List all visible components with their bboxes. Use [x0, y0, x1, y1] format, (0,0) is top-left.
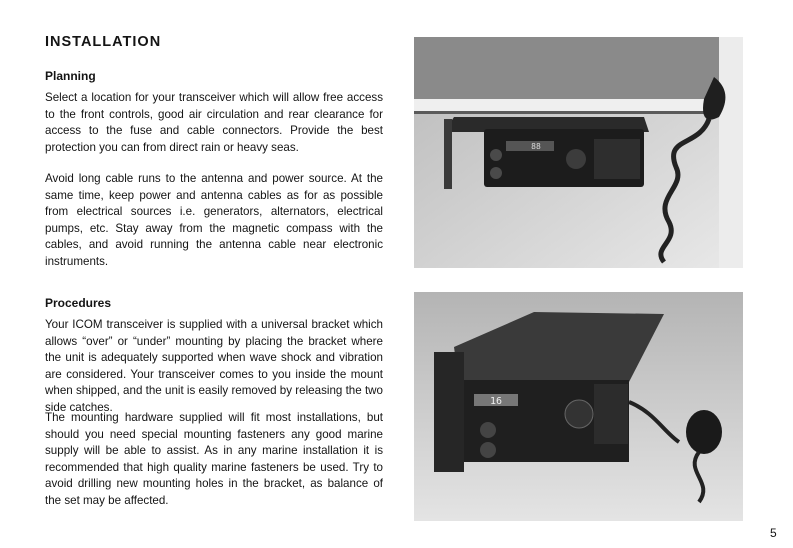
procedures-paragraph-1: Your ICOM transceiver is supplied with a universal bracket which allows “over” or “under” mounting by placing the bracket where the unit is adequately supported when wave shock and vibration are considered. Your transceiver comes to you inside the mount when shipped, and the unit is easily removed by releasing the two side catches. — [45, 318, 383, 414]
page-number: 5 — [770, 526, 777, 540]
planning-paragraph-1: Select a location for your transceiver which will allow free access to the front controls, good air circulation and rear clearance for access to the fuse and cable connectors. Provide the best protection you can from direct rain or heavy seas. — [45, 91, 383, 154]
planning-paragraph-2: Avoid long cable runs to the antenna and power source. At the same time, keep power and antenna cables as for as possible from electrical sources i.e. generators, alternators, electrical pumps, etc. Stay away from the magnetic compass with the cables, and avoid running the antenna cable near electronic instruments. — [45, 172, 383, 268]
over-mount-display-value: 16 — [489, 396, 503, 407]
section-heading-planning: Planning — [45, 69, 96, 83]
procedures-paragraph-2: The mounting hardware supplied will fit most installations, but should you need special mounting fasteners any good marine supply will be able to assist. As in any marine installation it is recommended that high quality marine fasteners be used. Try to avoid drilling new mounting holes in the bracket, as balance of the set may be affected. — [45, 411, 383, 507]
under-mount-photo — [414, 37, 743, 268]
section-heading-procedures: Procedures — [45, 296, 112, 310]
under-mount-display-value: 88 — [531, 142, 541, 151]
over-mount-photo — [414, 292, 743, 521]
page-title: INSTALLATION — [45, 34, 162, 50]
